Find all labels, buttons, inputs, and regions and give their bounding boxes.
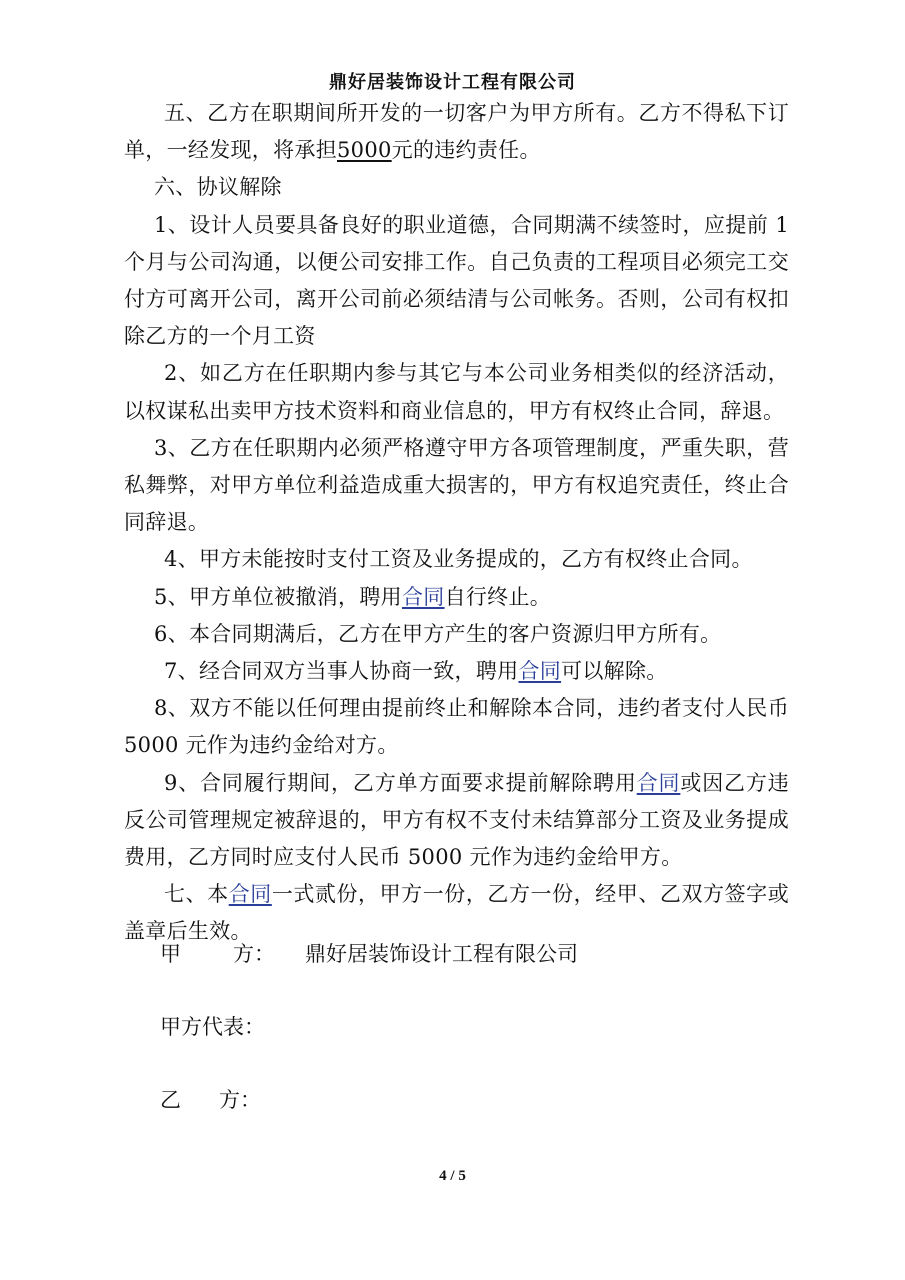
page-number: 4 / 5 [439, 1168, 466, 1184]
clause-6-item-5-text-b: 自行终止。 [444, 584, 552, 609]
clause-6-item-9-text-b: 或因乙方违反公司管理规定被辞退的，甲方有权不支付未结算部分工资及业务提成费用，乙方同时应支付人民币 5000 元作为违约金给甲方。 [124, 770, 789, 870]
party-a-name: 鼎好居装饰设计工程有限公司 [305, 942, 578, 966]
representative-line [160, 1011, 265, 1041]
party-b-label-1: 乙 [160, 1088, 181, 1112]
party-b-label-2: 方： [219, 1088, 261, 1112]
clause-6-item-5-text-a: 5、甲方单位被撤消，聘用 [154, 584, 402, 609]
party-a-label-1: 甲 [160, 942, 181, 966]
party-a-label-2: 方： [233, 942, 275, 966]
clause-5 [124, 95, 789, 169]
clause-7-text-a: 七、本 [164, 882, 229, 907]
party-b-line [160, 1084, 261, 1114]
clause-5-text-b: 元的违约责任。 [391, 138, 541, 163]
clause-6-item-9-text-a: 9、合同履行期间，乙方单方面要求提前解除聘用 [164, 770, 637, 795]
contract-link[interactable]: 合同 [518, 659, 562, 684]
clause-6-item-7-text-a: 7、经合同双方当事人协商一致，聘用 [164, 659, 519, 684]
clause-6-item-9 [124, 765, 789, 877]
clause-6-item-2: 2、如乙方在任职期内参与其它与本公司业务相类似的经济活动，以权谋私出卖甲方技术资料和商业信息的，甲方有权终止合同，辞退。 [124, 361, 789, 423]
clause-6-item-8: 8、双方不能以任何理由提前终止和解除本合同，违约者支付人民币 5000 元作为违约金给对方。 [124, 696, 789, 758]
clause-6-title: 六、协议解除 [154, 175, 282, 200]
clause-5-text-a: 五、乙方在职期间所开发的一切客户为甲方所有。乙方不得私下订单，一经发现，将承担 [124, 101, 789, 163]
clause-7-text-b: 一式贰份，甲方一份，乙方一份，经甲、乙双方签字或盖章后生效。 [124, 882, 789, 944]
contract-link[interactable]: 合同 [401, 584, 445, 609]
representative-label: 甲方代表： [160, 1015, 265, 1039]
party-a-line [160, 938, 578, 968]
penalty-amount: 5000 [337, 138, 392, 163]
clause-6-item-4: 4、甲方未能按时支付工资及业务提成的，乙方有权终止合同。 [164, 547, 753, 572]
contract-link[interactable]: 合同 [636, 770, 681, 795]
clause-6-item-5 [124, 579, 789, 616]
clause-6-item-1: 1、设计人员要具备良好的职业道德，合同期满不续签时，应提前 1 个月与公司沟通，以便公司安排工作。自己负责的工程项目必须完工交付方可离开公司，离开公司前必须结清与公司帐务。否则，公司有权扣除乙方的一个月工资 [124, 212, 789, 349]
contract-body [124, 95, 789, 951]
clause-6-item-7-text-b: 可以解除。 [561, 659, 668, 684]
contract-link[interactable]: 合同 [228, 882, 272, 907]
clause-6-item-3: 3、乙方在任职期内必须严格遵守甲方各项管理制度，严重失职，营私舞弊，对甲方单位利益造成重大损害的，甲方有权追究责任，终止合同辞退。 [124, 435, 789, 535]
clause-6-item-7 [124, 653, 789, 690]
clause-6-item-6: 6、本合同期满后，乙方在甲方产生的客户资源归甲方所有。 [154, 621, 722, 646]
document-header: 鼎好居装饰设计工程有限公司 [329, 72, 576, 93]
